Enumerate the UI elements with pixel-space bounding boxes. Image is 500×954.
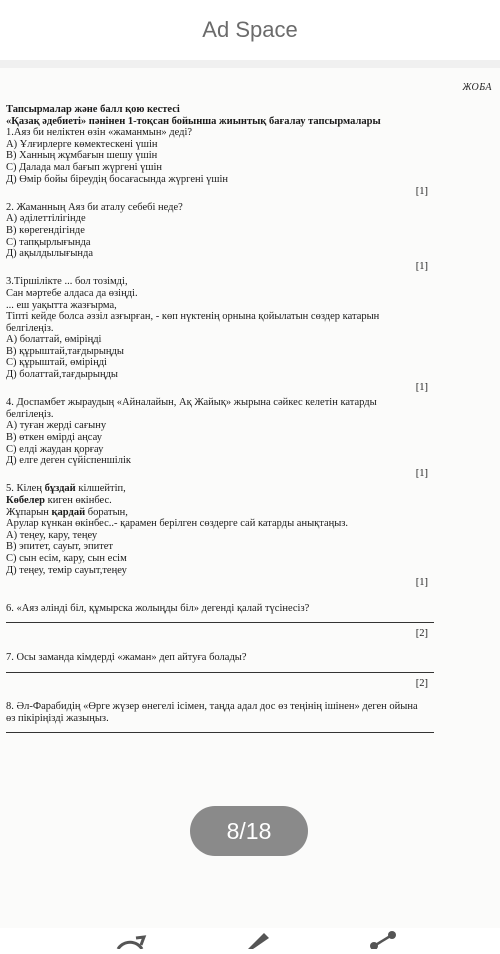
question-line: ... еш уақытта жазғырма, bbox=[6, 299, 117, 311]
question-line: Арулар күнкан өкінбес..- қарамен берілген сөздерге сай катарды анықтаңыз. bbox=[6, 518, 349, 530]
share-icon[interactable] bbox=[362, 928, 402, 949]
edit-icon[interactable] bbox=[236, 928, 276, 949]
question-3 bbox=[6, 276, 492, 393]
score-mark: [1] bbox=[415, 186, 428, 198]
poem-line bbox=[6, 483, 492, 495]
question-text: 1.Аяз би неліктен өзін «жаманмын» деді? bbox=[6, 127, 193, 139]
draft-stamp: ЖОБА bbox=[462, 82, 492, 93]
option: А) болаттай, өміріңді bbox=[6, 334, 102, 346]
option: Д) ақылдылығында bbox=[6, 248, 94, 260]
option: С) тапқырлығында bbox=[6, 236, 91, 248]
question-7 bbox=[6, 652, 492, 689]
heading-2: «Қазақ әдебиеті» пәнінен 1-тоқсан бойынша жиынтық бағалау тапсырмалары bbox=[6, 115, 381, 127]
question-line: Сан мәртебе алдаса да өзіңді. bbox=[6, 287, 138, 299]
option: А) туған жерді сағыну bbox=[6, 420, 107, 432]
option: А) Ұлғирлерге көмектескені үшін bbox=[6, 138, 158, 150]
option: Д) болаттай,тағдырыңды bbox=[6, 369, 118, 381]
question-8 bbox=[6, 701, 492, 733]
heading-1: Тапсырмалар және балл қою кестесі bbox=[6, 104, 180, 115]
text-fragment: киген өкінбес. bbox=[45, 495, 112, 506]
ad-label: Ad Space bbox=[202, 17, 298, 42]
score-mark: [1] bbox=[415, 577, 428, 589]
question-4 bbox=[6, 397, 492, 479]
question-text: 7. Осы заманда кімдерді «жаман» деп айтуға болады? bbox=[6, 651, 247, 663]
question-line: 3.Тіршілікте ... бол тозімді, bbox=[6, 276, 128, 288]
question-line: 8. Әл-Фарабидің «Өрге жүзер өнегелі ісімен, таңда адал дос өз теңінің ішінен» деген ойына bbox=[6, 701, 418, 713]
score-mark: [1] bbox=[415, 381, 428, 393]
question-5 bbox=[6, 483, 492, 588]
option: В) эпитет, сауыт, эпитет bbox=[6, 541, 114, 553]
rotate-icon[interactable] bbox=[110, 928, 150, 949]
option: В) өткен өмірді аңсау bbox=[6, 432, 102, 444]
question-line: өз пікіріңізді жазыңыз. bbox=[6, 712, 109, 724]
score-mark: [1] bbox=[415, 467, 428, 479]
option: А) әділеттілігінде bbox=[6, 213, 86, 225]
bottom-toolbar bbox=[0, 928, 500, 949]
text-fragment: кілшейтіп, bbox=[75, 483, 126, 495]
answer-line bbox=[6, 732, 434, 733]
option: В) Ханның жұмбағын шешу үшін bbox=[6, 150, 158, 162]
option: В) көрегендігінде bbox=[6, 224, 85, 236]
question-line: белгілеңіз. bbox=[6, 322, 54, 334]
text-fragment: 5. Кілең bbox=[6, 483, 45, 495]
question-line: белгілеңіз. bbox=[6, 408, 54, 420]
document-content bbox=[6, 104, 492, 737]
score-mark: [2] bbox=[415, 677, 428, 689]
question-6 bbox=[6, 603, 492, 640]
option: С) елді жаудан қорғау bbox=[6, 443, 104, 455]
separator bbox=[0, 60, 500, 68]
option: С) құрыштай, өміріңді bbox=[6, 357, 107, 369]
question-2 bbox=[6, 202, 492, 273]
poem-line bbox=[6, 495, 492, 507]
answer-line bbox=[6, 622, 434, 623]
question-line: Тіпті кейде болса әззіл азғырған, - көп нүктенің орнына қойылатын сөздер катарын bbox=[6, 311, 380, 323]
option: Д) Өмір бойы біреудің босағасында жүргені үшін bbox=[6, 173, 229, 185]
answer-line bbox=[6, 672, 434, 673]
option: С) сын есім, кару, сын есім bbox=[6, 552, 127, 564]
question-text: 6. «Аяз әлінді біл, құмырска жолыңды біл» дегенді қалай түсінесіз? bbox=[6, 602, 310, 614]
option: Д) теңеу, темір сауыт,теңеу bbox=[6, 564, 127, 576]
question-line: 4. Доспамбет жыраудың «Айналайын, Ақ Жайық» жырына сәйкес келетін катарды bbox=[6, 397, 377, 409]
text-fragment: боратын, bbox=[85, 506, 128, 518]
poem-line bbox=[6, 507, 492, 519]
score-mark: [2] bbox=[415, 628, 428, 640]
document-page bbox=[0, 68, 500, 928]
option: А) теңеу, кару, теңеу bbox=[6, 529, 98, 541]
option: С) Далада мал бағып жүргені үшін bbox=[6, 161, 162, 173]
question-text: 2. Жаманның Аяз би аталу себебі неде? bbox=[6, 201, 183, 213]
bold-word: Көбелер bbox=[6, 495, 46, 506]
option: В) құрыштай,тағдырыңды bbox=[6, 345, 124, 357]
ad-banner[interactable] bbox=[0, 0, 500, 60]
option: Д) елге деген сүйіспеншілік bbox=[6, 455, 131, 467]
bold-word: қардай bbox=[51, 506, 86, 518]
score-mark: [1] bbox=[415, 260, 428, 272]
question-1 bbox=[6, 127, 492, 198]
text-fragment: Жұпарын bbox=[6, 506, 52, 518]
bold-word: бұздай bbox=[44, 483, 76, 495]
page-indicator: 8/18 bbox=[190, 806, 308, 856]
